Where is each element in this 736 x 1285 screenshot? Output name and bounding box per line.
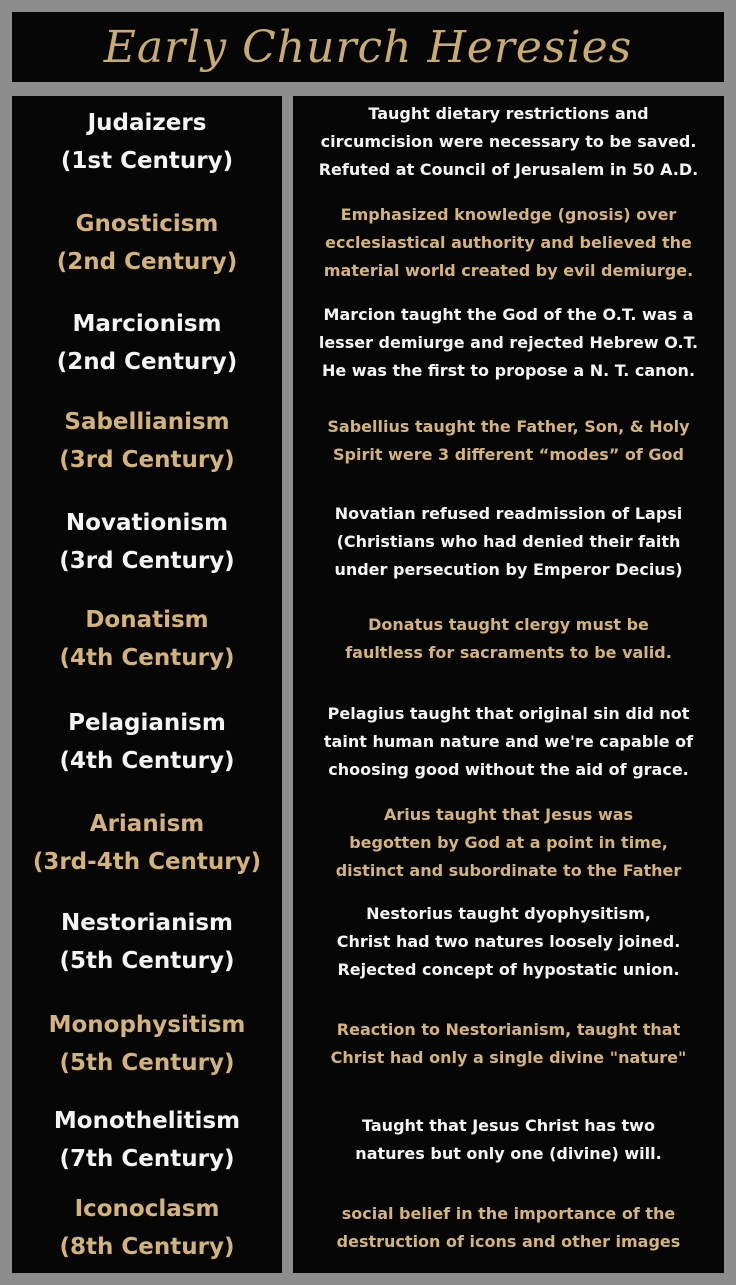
heresy-description-line: Arius taught that Jesus was: [383, 805, 634, 824]
heresy-description-line: Rejected concept of hypostatic union.: [337, 960, 680, 979]
heresy-description-line: Donatus taught clergy must be: [368, 615, 649, 634]
heresy-name: Iconoclasm: [74, 1196, 220, 1222]
heresy-description-cell: [293, 195, 724, 291]
heresy-century: (4th Century): [59, 645, 235, 671]
heresy-description-cell: [293, 494, 724, 590]
heresy-century: (7th Century): [59, 1146, 235, 1172]
heresy-description-line: Christ had two natures loosely joined.: [336, 932, 681, 951]
heresy-description-line: (Christians who had denied their faith: [336, 532, 681, 551]
heresy-description-line: Spirit were 3 different “modes” of God: [333, 445, 684, 464]
heresy-descriptions-column: [293, 96, 724, 1273]
heresy-name-cell: [12, 694, 282, 790]
heresy-description-line: social belief in the importance of the: [341, 1204, 676, 1223]
heresy-description-line: taint human nature and we're capable of: [323, 732, 694, 751]
heresy-description-line: circumcision were necessary to be saved.: [320, 132, 697, 151]
heresy-description-line: faultless for sacraments to be valid.: [345, 643, 672, 662]
heresy-name: Judaizers: [87, 110, 207, 136]
heresy-name-cell: [12, 996, 282, 1092]
heresy-name-cell: [12, 195, 282, 291]
heresy-name-cell: [12, 494, 282, 590]
heresy-description-line: Emphasized knowledge (gnosis) over: [340, 205, 677, 224]
heresy-description-cell: [293, 1180, 724, 1276]
heresy-description-cell: [293, 94, 724, 190]
heresy-name-cell: [12, 591, 282, 687]
heresy-name-cell: [12, 793, 282, 893]
heresy-description-line: Refuted at Council of Jerusalem in 50 A.D.: [318, 160, 699, 179]
heresy-description-line: under persecution by Emperor Decius): [334, 560, 683, 579]
heresy-name: Gnosticism: [75, 211, 219, 237]
heresy-century: (8th Century): [59, 1234, 235, 1260]
heresy-description-line: Taught that Jesus Christ has two: [362, 1116, 655, 1135]
heresy-description-line: Sabellius taught the Father, Son, & Holy: [327, 417, 690, 436]
heresy-names-column: [12, 96, 282, 1273]
heresy-name: Novationism: [65, 510, 229, 536]
heresy-description-cell: [293, 393, 724, 489]
heresy-name-cell: [12, 393, 282, 489]
heresy-name-cell: [12, 1092, 282, 1188]
heresy-name: Pelagianism: [68, 710, 226, 736]
heresy-name-cell: [12, 894, 282, 990]
title-bar: [12, 12, 724, 82]
heresy-description-line: ecclesiastical authority and believed the: [325, 233, 692, 252]
heresy-century: (5th Century): [59, 948, 235, 974]
heresy-name-cell: [12, 94, 282, 190]
heresy-description-line: Christ had only a single divine "nature": [330, 1048, 687, 1067]
heresy-description-line: natures but only one (divine) will.: [355, 1144, 662, 1163]
heresy-description-line: distinct and subordinate to the Father: [335, 861, 682, 880]
heresy-description-line: destruction of icons and other images: [336, 1232, 681, 1251]
heresy-name-cell: [12, 295, 282, 391]
heresy-century: (3rd Century): [59, 447, 235, 473]
heresy-name: Arianism: [89, 811, 205, 837]
heresy-description-line: begotten by God at a point in time,: [349, 833, 668, 852]
heresy-description-cell: [293, 295, 724, 391]
heresy-century: (4th Century): [59, 748, 235, 774]
heresy-description-line: material world created by evil demiurge.: [323, 261, 694, 280]
heresy-description-line: Pelagius taught that original sin did not: [327, 704, 690, 723]
heresy-name: Nestorianism: [61, 910, 233, 936]
heresy-century: (3rd Century): [59, 548, 235, 574]
heresy-name: Monothelitism: [53, 1108, 241, 1134]
heresy-description-cell: [293, 793, 724, 893]
heresy-name: Marcionism: [72, 311, 222, 337]
heresy-description-line: choosing good without the aid of grace.: [328, 760, 689, 779]
heresy-description-cell: [293, 1092, 724, 1188]
heresy-description-cell: [293, 996, 724, 1092]
heresy-century: (3rd-4th Century): [32, 849, 262, 875]
heresy-century: (2nd Century): [56, 349, 238, 375]
heresy-description-cell: [293, 591, 724, 687]
heresy-description-cell: [293, 694, 724, 790]
page-title: Early Church Heresies: [103, 21, 633, 73]
heresy-description-cell: [293, 894, 724, 990]
heresy-century: (1st Century): [60, 148, 234, 174]
heresy-description-line: Novatian refused readmission of Lapsi: [334, 504, 683, 523]
heresy-description-line: lesser demiurge and rejected Hebrew O.T.: [318, 333, 699, 352]
heresy-name-cell: [12, 1180, 282, 1276]
heresy-name: Monophysitism: [48, 1012, 246, 1038]
heresy-century: (5th Century): [59, 1050, 235, 1076]
heresy-description-line: Taught dietary restrictions and: [368, 104, 649, 123]
heresy-description-line: Reaction to Nestorianism, taught that: [336, 1020, 681, 1039]
heresy-name: Donatism: [85, 607, 209, 633]
heresy-description-line: Marcion taught the God of the O.T. was a: [323, 305, 694, 324]
heresy-description-line: Nestorius taught dyophysitism,: [366, 904, 651, 923]
heresy-century: (2nd Century): [56, 249, 238, 275]
heresy-description-line: He was the first to propose a N. T. canon.: [321, 361, 696, 380]
heresy-name: Sabellianism: [64, 409, 230, 435]
